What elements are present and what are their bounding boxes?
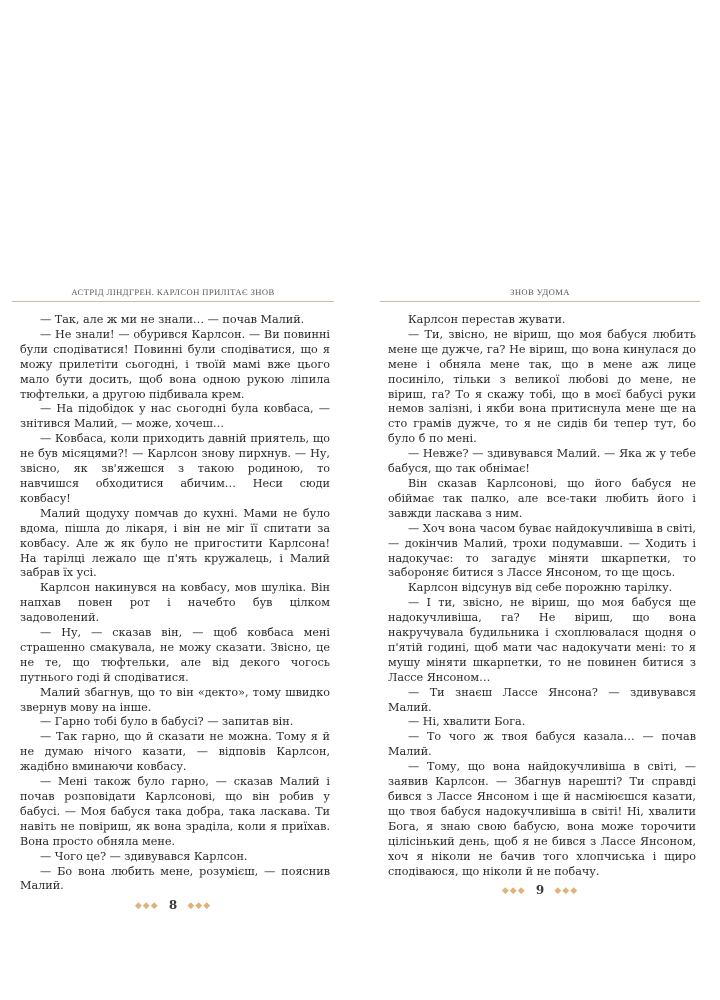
right-page-text — [380, 313, 700, 879]
paragraph: — Не знали! — обурився Карлсон. — Ви повинні були сподіватися! Повинні були сподіватися, що я можу прилетіти сьогодні, і твоїй мамі вже цього мало бути досить, щоб вона одною рукою ліпила тюфтельки, а другою підбивала крем. — [20, 327, 330, 401]
paragraph: Він сказав Карлсонові, що його бабуся не обіймає так палко, але все-таки любить його і завжди ласкава з ним. — [388, 476, 696, 520]
paragraph: — Ти знаєш Лассе Янсона? — здивувався Малий. — [388, 685, 696, 714]
paragraph: Карлсон відсунув від себе порожню тарілку. — [408, 581, 673, 595]
running-head-left: АСТРІД ЛІНДГРЕН. КАРЛСОН ПРИЛІТАЄ ЗНОВ — [12, 287, 334, 302]
ornament-icon: ◆◆◆ — [134, 900, 159, 911]
paragraph: — Ну, — сказав він, — щоб ковбаса мені страшенно смакувала, не можу сказати. Звісно, це не те, що тюфтельки, але від декого чогось путнього годі й сподіватися. — [20, 626, 330, 684]
paragraph: Карлсон перестав жувати. — [408, 313, 566, 326]
right-page — [380, 287, 700, 897]
paragraph: — Хоч вона часом буває найдокучливіша в світі, — докінчив Малий, трохи подумавши. — Ходить і надокучає: то загадує міняти шкарпетки, то забороняє битися з Лассе Янсоном, то ще щось. — [388, 521, 696, 580]
paragraph: — Мені також було гарно, — сказав Малий і почав розповідати Карлсонові, що він робив у бабусі. — Моя бабуся така добра, така ласкава. Ти навіть не повіриш, як вона зраділа, коли я приїхав. Вона просто обняла мене. — [20, 775, 330, 848]
paragraph: — Чого це? — здивувався Карлсон. — [40, 849, 248, 863]
running-head-right: ЗНОВ УДОМА — [380, 287, 700, 302]
page-number: 8 — [168, 898, 178, 913]
paragraph: — Гарно тобі було в бабусі? — запитав він. — [40, 715, 294, 729]
paragraph: — Ти, звісно, не віриш, що моя бабуся любить мене ще дужче, га? Не віриш, що вона кинулася до мене і обняла мене так, що в мене аж лице посиніло, тільки з великої любові до мене, не віриш, га? То я скажу тобі, що в моєї бабусі руки немов залізні, і якби вона притиснула мене ще на сто грамів дужче, то я не сидів би тепер тут, бо було б по мені. — [388, 327, 696, 446]
page-number: 9 — [535, 883, 545, 898]
paragraph: — І ти, звісно, не віриш, що моя бабуся ще надокучливіша, га? Не віриш, що вона накручувала будильника і схоплювалася щодня о п'ятій годині, щоб мати час надокучати мені: то я мушу міняти шкарпетки, то не повинен битися з Лассе Янсоном… — [388, 596, 696, 684]
paragraph: — Так гарно, що й сказати не можна. Тому я й не думаю нічого казати, — відповів Карлсон, жадібно вминаючи ковбасу. — [20, 730, 330, 774]
paragraph: — Тому, що вона найдокучливіша в світі, — заявив Карлсон. — Збагнув нарешті? Ти справді бився з Лассе Янсоном і ще й насміюєшся казати, що твоя бабуся надокучливіша в світі! Ні, хвалити Бога, я знаю свою бабусю, вона може торочити цілісінький день, щоб я не бився з Лассе Янсоном, хоч я ніколи не бачив того хлопчиська і щиро сподіваюся, що ніколи й не побачу. — [388, 760, 696, 878]
paragraph: — Так, але ж ми не знали… — почав Малий. — [40, 313, 305, 326]
left-page — [12, 287, 334, 912]
ornament-icon: ◆◆◆ — [554, 885, 579, 896]
page-number-left — [12, 898, 334, 912]
paragraph: — То чого ж твоя бабуся казала… — почав Малий. — [388, 730, 696, 759]
paragraph: — На підобідок у нас сьогодні була ковбаса, — знітився Малий, — може, хочеш… — [20, 402, 330, 431]
paragraph: — Ні, хвалити Бога. — [408, 715, 526, 729]
paragraph: Малий щодуху помчав до кухні. Мами не було вдома, пішла до лікаря, і він не міг її спитати за ковбасу. Але ж як було не пригостити Карлсона! На тарілці лежало ще п'ять кружалець, і Малий забрав їх усі. — [20, 506, 330, 580]
ornament-icon: ◆◆◆ — [187, 900, 212, 911]
paragraph: Карлсон накинувся на ковбасу, мов шуліка. Він напхав повен рот і начебто був цілком задоволений. — [20, 581, 330, 625]
paragraph: — Ковбаса, коли приходить давній приятель, що не був місяцями?! — Карлсон знову пирхнув. — Ну, звісно, як зв'яжешся з такою родиною, то навчишся обходитися абичим… Неси сюди ковбасу! — [20, 432, 330, 505]
paragraph: Малий збагнув, що то він «декто», тому швидко звернув мову на інше. — [20, 685, 330, 714]
paragraph: — Невже? — здивувався Малий. — Яка ж у тебе бабуся, що так обнімає! — [388, 447, 696, 476]
left-page-text — [12, 313, 334, 894]
page-number-right — [380, 883, 700, 897]
ornament-icon: ◆◆◆ — [501, 885, 526, 896]
paragraph: — Бо вона любить мене, розумієш, — пояснив Малий. — [20, 864, 330, 893]
